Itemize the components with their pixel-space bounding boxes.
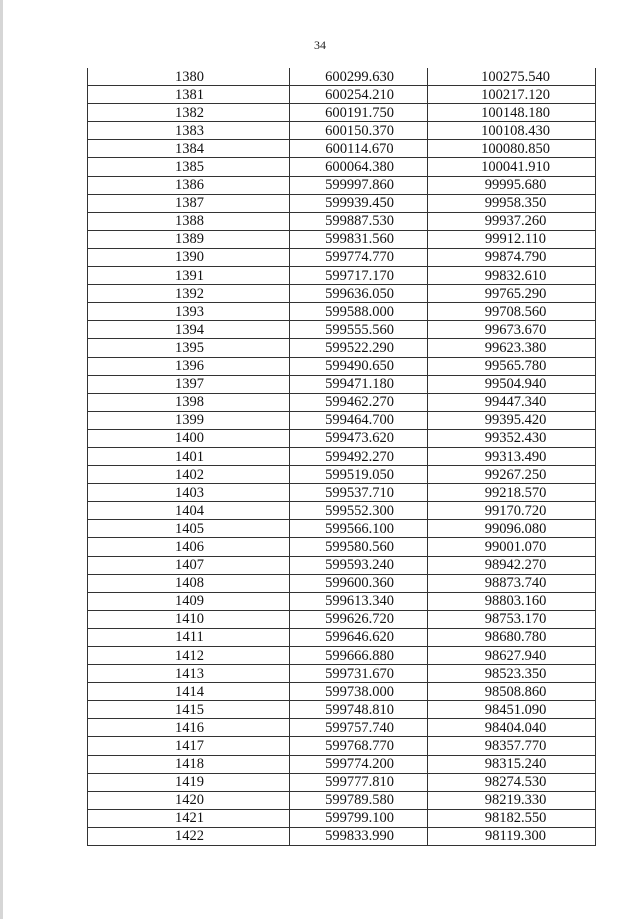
y-coordinate-cell: 98404.040 — [428, 719, 596, 737]
x-coordinate-cell: 600064.380 — [290, 158, 428, 176]
table-row — [88, 502, 596, 520]
page-number: 34 — [314, 38, 326, 52]
table-row — [88, 86, 596, 104]
table-row — [88, 176, 596, 194]
x-coordinate-cell: 599522.290 — [290, 339, 428, 357]
table-row — [88, 719, 596, 737]
point-number-cell: 1404 — [88, 502, 290, 520]
point-number-cell: 1400 — [88, 429, 290, 447]
x-coordinate-cell: 599757.740 — [290, 719, 428, 737]
y-coordinate-cell: 99912.110 — [428, 230, 596, 248]
point-number-cell: 1401 — [88, 447, 290, 465]
point-number-cell: 1415 — [88, 701, 290, 719]
y-coordinate-cell: 99937.260 — [428, 212, 596, 230]
point-number-cell: 1386 — [88, 176, 290, 194]
table-row — [88, 248, 596, 266]
x-coordinate-cell: 599939.450 — [290, 194, 428, 212]
point-number-cell: 1394 — [88, 321, 290, 339]
table-row — [88, 466, 596, 484]
table-row — [88, 809, 596, 827]
x-coordinate-cell: 599471.180 — [290, 375, 428, 393]
x-coordinate-cell: 599997.860 — [290, 176, 428, 194]
point-number-cell: 1413 — [88, 665, 290, 683]
y-coordinate-cell: 99395.420 — [428, 411, 596, 429]
table-row — [88, 122, 596, 140]
x-coordinate-cell: 599593.240 — [290, 556, 428, 574]
y-coordinate-cell: 99708.560 — [428, 303, 596, 321]
table-row — [88, 140, 596, 158]
y-coordinate-cell: 99352.430 — [428, 429, 596, 447]
y-coordinate-cell: 100041.910 — [428, 158, 596, 176]
y-coordinate-cell: 99218.570 — [428, 484, 596, 502]
y-coordinate-cell: 99096.080 — [428, 520, 596, 538]
x-coordinate-cell: 599588.000 — [290, 303, 428, 321]
y-coordinate-cell: 98753.170 — [428, 610, 596, 628]
table-row — [88, 411, 596, 429]
table-row — [88, 610, 596, 628]
table-row — [88, 429, 596, 447]
point-number-cell: 1421 — [88, 809, 290, 827]
point-number-cell: 1380 — [88, 68, 290, 86]
table-row — [88, 68, 596, 86]
point-number-cell: 1381 — [88, 86, 290, 104]
point-number-cell: 1403 — [88, 484, 290, 502]
y-coordinate-cell: 99832.610 — [428, 267, 596, 285]
table-row — [88, 628, 596, 646]
point-number-cell: 1387 — [88, 194, 290, 212]
table-row — [88, 701, 596, 719]
y-coordinate-cell: 98451.090 — [428, 701, 596, 719]
x-coordinate-cell: 599768.770 — [290, 737, 428, 755]
table-row — [88, 520, 596, 538]
x-coordinate-cell: 599831.560 — [290, 230, 428, 248]
point-number-cell: 1383 — [88, 122, 290, 140]
x-coordinate-cell: 599748.810 — [290, 701, 428, 719]
y-coordinate-cell: 98357.770 — [428, 737, 596, 755]
point-number-cell: 1384 — [88, 140, 290, 158]
x-coordinate-cell: 599519.050 — [290, 466, 428, 484]
table-row — [88, 827, 596, 845]
coordinates-table — [87, 68, 596, 846]
point-number-cell: 1414 — [88, 683, 290, 701]
point-number-cell: 1388 — [88, 212, 290, 230]
x-coordinate-cell: 599717.170 — [290, 267, 428, 285]
point-number-cell: 1406 — [88, 538, 290, 556]
point-number-cell: 1382 — [88, 104, 290, 122]
point-number-cell: 1396 — [88, 357, 290, 375]
y-coordinate-cell: 100275.540 — [428, 68, 596, 86]
y-coordinate-cell: 98315.240 — [428, 755, 596, 773]
point-number-cell: 1405 — [88, 520, 290, 538]
point-number-cell: 1409 — [88, 592, 290, 610]
x-coordinate-cell: 600299.630 — [290, 68, 428, 86]
y-coordinate-cell: 98942.270 — [428, 556, 596, 574]
table-row — [88, 447, 596, 465]
table-row — [88, 665, 596, 683]
y-coordinate-cell: 98680.780 — [428, 628, 596, 646]
y-coordinate-cell: 98274.530 — [428, 773, 596, 791]
y-coordinate-cell: 99504.940 — [428, 375, 596, 393]
x-coordinate-cell: 599774.200 — [290, 755, 428, 773]
x-coordinate-cell: 599552.300 — [290, 502, 428, 520]
table-row — [88, 321, 596, 339]
x-coordinate-cell: 599777.810 — [290, 773, 428, 791]
point-number-cell: 1411 — [88, 628, 290, 646]
y-coordinate-cell: 98627.940 — [428, 647, 596, 665]
table-row — [88, 158, 596, 176]
point-number-cell: 1402 — [88, 466, 290, 484]
x-coordinate-cell: 599473.620 — [290, 429, 428, 447]
y-coordinate-cell: 98803.160 — [428, 592, 596, 610]
y-coordinate-cell: 100108.430 — [428, 122, 596, 140]
table-row — [88, 755, 596, 773]
x-coordinate-cell: 599566.100 — [290, 520, 428, 538]
point-number-cell: 1419 — [88, 773, 290, 791]
point-number-cell: 1410 — [88, 610, 290, 628]
x-coordinate-cell: 599666.880 — [290, 647, 428, 665]
table-row — [88, 683, 596, 701]
table-row — [88, 212, 596, 230]
table-row — [88, 773, 596, 791]
y-coordinate-cell: 99958.350 — [428, 194, 596, 212]
y-coordinate-cell: 99313.490 — [428, 447, 596, 465]
point-number-cell: 1422 — [88, 827, 290, 845]
table-row — [88, 538, 596, 556]
table-row — [88, 194, 596, 212]
x-coordinate-cell: 599774.770 — [290, 248, 428, 266]
table-row — [88, 737, 596, 755]
y-coordinate-cell: 98873.740 — [428, 574, 596, 592]
y-coordinate-cell: 98182.550 — [428, 809, 596, 827]
x-coordinate-cell: 599537.710 — [290, 484, 428, 502]
x-coordinate-cell: 599731.670 — [290, 665, 428, 683]
x-coordinate-cell: 599555.560 — [290, 321, 428, 339]
x-coordinate-cell: 599626.720 — [290, 610, 428, 628]
point-number-cell: 1417 — [88, 737, 290, 755]
scan-edge — [0, 0, 3, 919]
x-coordinate-cell: 600191.750 — [290, 104, 428, 122]
x-coordinate-cell: 599887.530 — [290, 212, 428, 230]
y-coordinate-cell: 98219.330 — [428, 791, 596, 809]
x-coordinate-cell: 600254.210 — [290, 86, 428, 104]
point-number-cell: 1407 — [88, 556, 290, 574]
y-coordinate-cell: 99170.720 — [428, 502, 596, 520]
y-coordinate-cell: 99565.780 — [428, 357, 596, 375]
point-number-cell: 1392 — [88, 285, 290, 303]
y-coordinate-cell: 99267.250 — [428, 466, 596, 484]
x-coordinate-cell: 599646.620 — [290, 628, 428, 646]
y-coordinate-cell: 99001.070 — [428, 538, 596, 556]
point-number-cell: 1397 — [88, 375, 290, 393]
point-number-cell: 1412 — [88, 647, 290, 665]
x-coordinate-cell: 600150.370 — [290, 122, 428, 140]
point-number-cell: 1390 — [88, 248, 290, 266]
table-row — [88, 104, 596, 122]
table-row — [88, 357, 596, 375]
point-number-cell: 1418 — [88, 755, 290, 773]
point-number-cell: 1391 — [88, 267, 290, 285]
table-row — [88, 339, 596, 357]
y-coordinate-cell: 99765.290 — [428, 285, 596, 303]
table-row — [88, 375, 596, 393]
y-coordinate-cell: 100080.850 — [428, 140, 596, 158]
y-coordinate-cell: 98119.300 — [428, 827, 596, 845]
point-number-cell: 1399 — [88, 411, 290, 429]
x-coordinate-cell: 600114.670 — [290, 140, 428, 158]
x-coordinate-cell: 599464.700 — [290, 411, 428, 429]
y-coordinate-cell: 99623.380 — [428, 339, 596, 357]
table-row — [88, 592, 596, 610]
y-coordinate-cell: 100148.180 — [428, 104, 596, 122]
table-row — [88, 647, 596, 665]
point-number-cell: 1385 — [88, 158, 290, 176]
x-coordinate-cell: 599613.340 — [290, 592, 428, 610]
y-coordinate-cell: 99995.680 — [428, 176, 596, 194]
x-coordinate-cell: 599490.650 — [290, 357, 428, 375]
table-row — [88, 230, 596, 248]
table-row — [88, 393, 596, 411]
y-coordinate-cell: 99874.790 — [428, 248, 596, 266]
point-number-cell: 1398 — [88, 393, 290, 411]
table-row — [88, 556, 596, 574]
x-coordinate-cell: 599738.000 — [290, 683, 428, 701]
y-coordinate-cell: 98508.860 — [428, 683, 596, 701]
y-coordinate-cell: 98523.350 — [428, 665, 596, 683]
y-coordinate-cell: 99673.670 — [428, 321, 596, 339]
table-row — [88, 267, 596, 285]
coordinates-table-body — [88, 68, 596, 846]
x-coordinate-cell: 599492.270 — [290, 447, 428, 465]
x-coordinate-cell: 599462.270 — [290, 393, 428, 411]
x-coordinate-cell: 599600.360 — [290, 574, 428, 592]
point-number-cell: 1389 — [88, 230, 290, 248]
x-coordinate-cell: 599636.050 — [290, 285, 428, 303]
point-number-cell: 1408 — [88, 574, 290, 592]
point-number-cell: 1420 — [88, 791, 290, 809]
x-coordinate-cell: 599833.990 — [290, 827, 428, 845]
x-coordinate-cell: 599580.560 — [290, 538, 428, 556]
y-coordinate-cell: 100217.120 — [428, 86, 596, 104]
x-coordinate-cell: 599789.580 — [290, 791, 428, 809]
point-number-cell: 1395 — [88, 339, 290, 357]
x-coordinate-cell: 599799.100 — [290, 809, 428, 827]
point-number-cell: 1393 — [88, 303, 290, 321]
table-row — [88, 791, 596, 809]
table-row — [88, 303, 596, 321]
table-row — [88, 574, 596, 592]
table-row — [88, 285, 596, 303]
table-row — [88, 484, 596, 502]
y-coordinate-cell: 99447.340 — [428, 393, 596, 411]
point-number-cell: 1416 — [88, 719, 290, 737]
